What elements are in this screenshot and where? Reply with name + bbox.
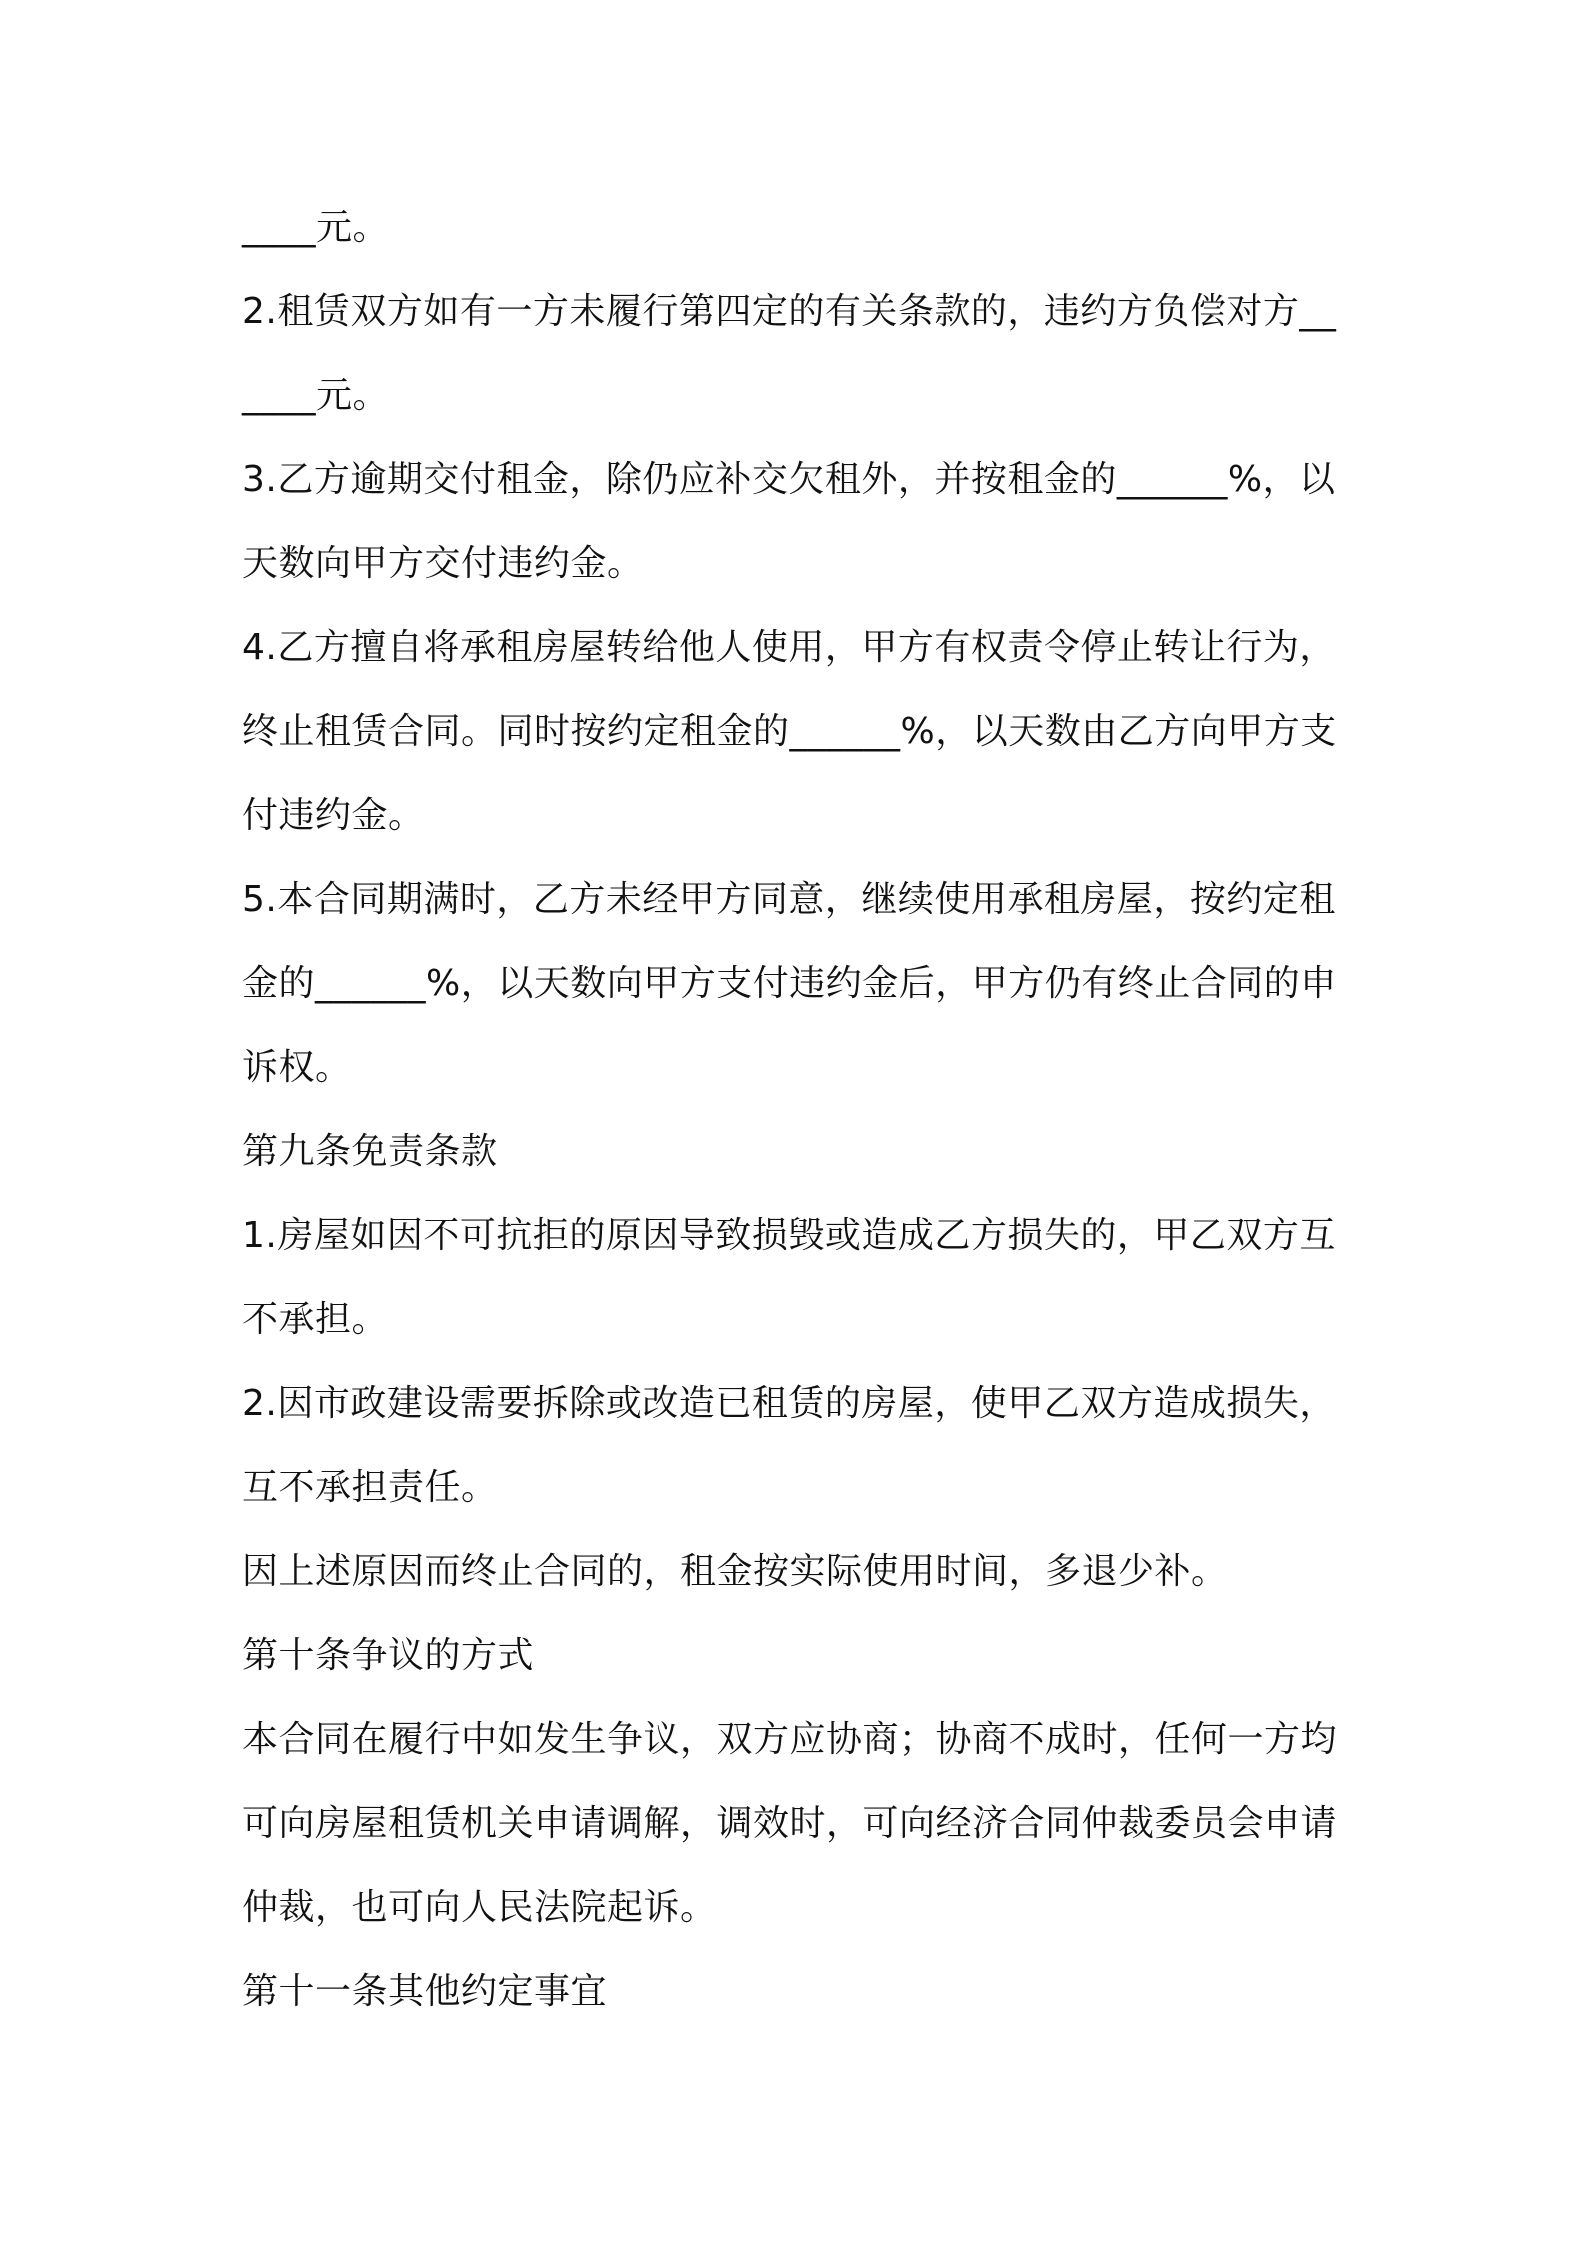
text-line: 天数向甲方交付违约金。 [242,543,644,584]
text-line: 因上述原因而终止合同的，租金按实际使用时间，多退少补。 [242,1551,1228,1592]
text-line: 终止租赁合同。同时按约定租金的______%，以天数由乙方向甲方支 [242,711,1337,752]
section-heading: 第十条争议的方式 [242,1635,535,1676]
text-line: 金的______%，以天数向甲方支付违约金后，甲方仍有终止合同的申 [242,963,1337,1004]
text-line: 付违约金。 [242,795,425,836]
text-line: 互不承担责任。 [242,1467,498,1508]
text-line: ____元。 [242,207,390,248]
section-heading: 第十一条其他约定事宜 [242,1971,608,2012]
text-line: 4.乙方擅自将承租房屋转给他人使用，甲方有权责令停止转让行为， [242,627,1336,668]
text-line: ____元。 [242,375,390,416]
text-line: 3.乙方逾期交付租金，除仍应补交欠租外，并按租金的______%，以 [242,459,1336,500]
section-heading: 第九条免责条款 [242,1131,498,1172]
text-line: 不承担。 [242,1299,389,1340]
text-line: 诉权。 [242,1047,352,1088]
text-line: 本合同在履行中如发生争议，双方应协商；协商不成时，任何一方均 [242,1719,1338,1760]
text-line: 2.因市政建设需要拆除或改造已租赁的房屋，使甲乙双方造成损失， [242,1383,1336,1424]
text-line: 可向房屋租赁机关申请调解，调效时，可向经济合同仲裁委员会申请 [242,1803,1338,1844]
text-line: 1.房屋如因不可抗拒的原因导致损毁或造成乙方损失的，甲乙双方互 [242,1215,1336,1256]
text-line: 2.租赁双方如有一方未履行第四定的有关条款的，违约方负偿对方__ [242,291,1337,332]
text-line: 5.本合同期满时，乙方未经甲方同意，继续使用承租房屋，按约定租 [242,879,1336,920]
text-line: 仲裁，也可向人民法院起诉。 [242,1887,717,1928]
